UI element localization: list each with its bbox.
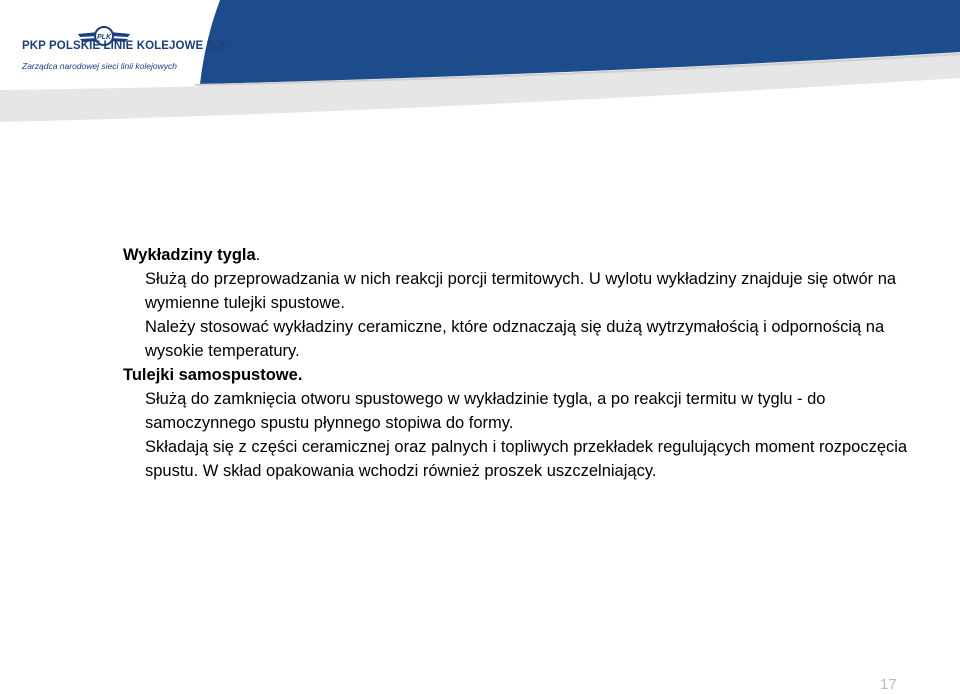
paragraph-linings-material: Należy stosować wykładziny ceramiczne, które odznaczają się dużą wytrzymałością i odpornością na wysokie temperatury. (145, 318, 885, 360)
company-tagline: Zarządca narodowej sieci linii kolejowych (22, 61, 177, 71)
paragraph-sleeves-purpose: Służą do zamknięcia otworu spustowego w wykładzinie tygla, a po reakcji termitu w tyglu - do samoczynnego spustu płynnego stopiwa do formy. (145, 390, 826, 432)
paragraph-sleeves-composition: Składają się z części ceramicznej oraz palnych i topliwych przekładek regulujących moment rozpoczęcia spustu. W skład opakowania wchodzi również proszek uszczelniający. (145, 438, 908, 480)
slide-header (0, 0, 960, 125)
paragraph-linings-purpose: Służą do przeprowadzania w nich reakcji porcji termitowych. U wylotu wykładziny znajduje się otwór na wymienne tulejki spustowe. (145, 270, 897, 312)
section-heading-sleeves: Tulejki samospustowe. (123, 366, 303, 384)
logo-text: PLK (97, 34, 111, 41)
slide-content (123, 243, 923, 483)
company-name: PKP POLSKIE LINIE KOLEJOWE S.A. (22, 40, 230, 52)
section-heading-linings: Wykładziny tygla. (123, 246, 261, 264)
page-number: 17 (880, 676, 897, 693)
